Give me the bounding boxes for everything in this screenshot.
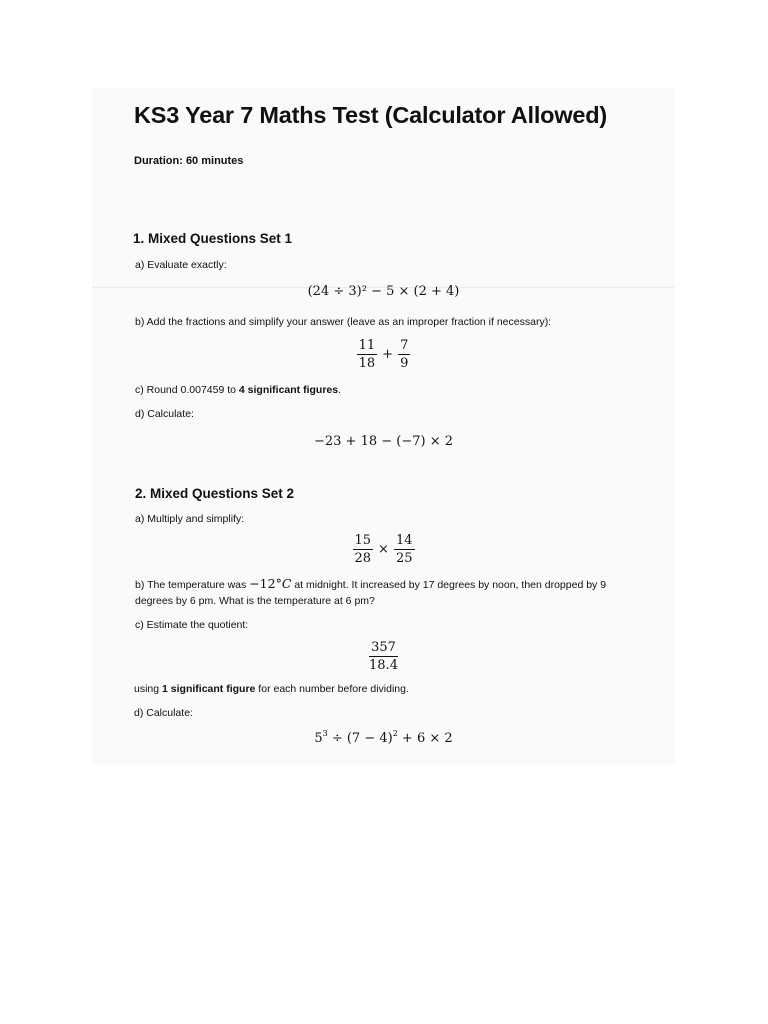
question-1b-expression [92,338,675,371]
expression-tail: + 6 × 2 [397,731,453,746]
question-2a-prompt: a) Multiply and simplify: [135,513,245,525]
expression-exponent: 2 [392,729,398,738]
question-2c-prompt: c) Estimate the quotient: [135,619,249,631]
fraction-numerator: 11 [358,338,376,353]
fraction-numerator: 15 [354,533,372,548]
question-1a-prompt: a) Evaluate exactly: [135,259,227,271]
question-1b-prompt: b) Add the fractions and simplify your answer (leave as an improper fraction if necessary): [135,316,552,328]
question-1d-expression: −23 + 18 − (−7) × 2 [313,434,454,449]
fraction-numerator: 7 [400,338,409,353]
question-1c-prompt [135,384,341,396]
section-title-set-1: 1. Mixed Questions Set 1 [133,231,293,246]
expression-middle: ÷ (7 − 4) [327,731,393,746]
fraction [398,338,410,371]
expression-exponent: 3 [322,729,328,738]
fraction [367,640,400,673]
fraction [394,533,415,566]
question-1d-prompt: d) Calculate: [135,408,194,420]
question-1c-prefix: c) Round 0.007459 to [135,384,239,396]
operator: + [382,347,394,362]
fraction [357,338,378,371]
question-2c-suffix: for each number before dividing. [255,683,409,695]
fraction-numerator: 14 [395,533,413,548]
fraction-numerator: 357 [371,640,396,655]
question-2c-emphasis: 1 significant figure [162,683,256,695]
fraction-denominator: 9 [400,356,409,371]
fraction [353,533,374,566]
duration-label: Duration: 60 minutes [134,155,244,167]
question-2d-expression [92,731,675,746]
expression-base: 5 [314,731,323,746]
question-2b-suffix: at midnight. It increased by 17 degrees by noon, then dropped by 9 [291,579,607,591]
section-title-set-2: 2. Mixed Questions Set 2 [135,486,295,501]
question-2c-prefix: using [134,683,163,695]
question-1c-emphasis: 4 significant figures [238,384,339,396]
question-2b-line-2: degrees by 6 pm. What is the temperature at 6 pm? [135,595,375,607]
worksheet-header [92,88,675,200]
operator: × [378,542,389,557]
question-1c-suffix: . [338,384,342,396]
question-2d-prompt: d) Calculate: [134,707,193,719]
page-title: KS3 Year 7 Maths Test (Calculator Allowed) [134,102,608,128]
temperature-value [249,576,291,591]
question-2b-prompt [135,576,606,591]
question-2b-prefix: b) The temperature was [135,579,250,591]
temperature-number: −12° [249,576,282,591]
worksheet-page [92,88,675,764]
temperature-unit: C [281,576,292,591]
fraction-denominator: 28 [354,551,372,566]
fraction-denominator: 18 [358,356,376,371]
question-2c-expression [92,640,675,673]
question-2a-expression [92,533,675,566]
fraction-denominator: 25 [395,551,413,566]
fraction-denominator: 18.4 [369,658,398,673]
question-2c-instruction [134,683,409,695]
question-1a-expression: (24 ÷ 3)² − 5 × (2 + 4) [307,284,460,299]
